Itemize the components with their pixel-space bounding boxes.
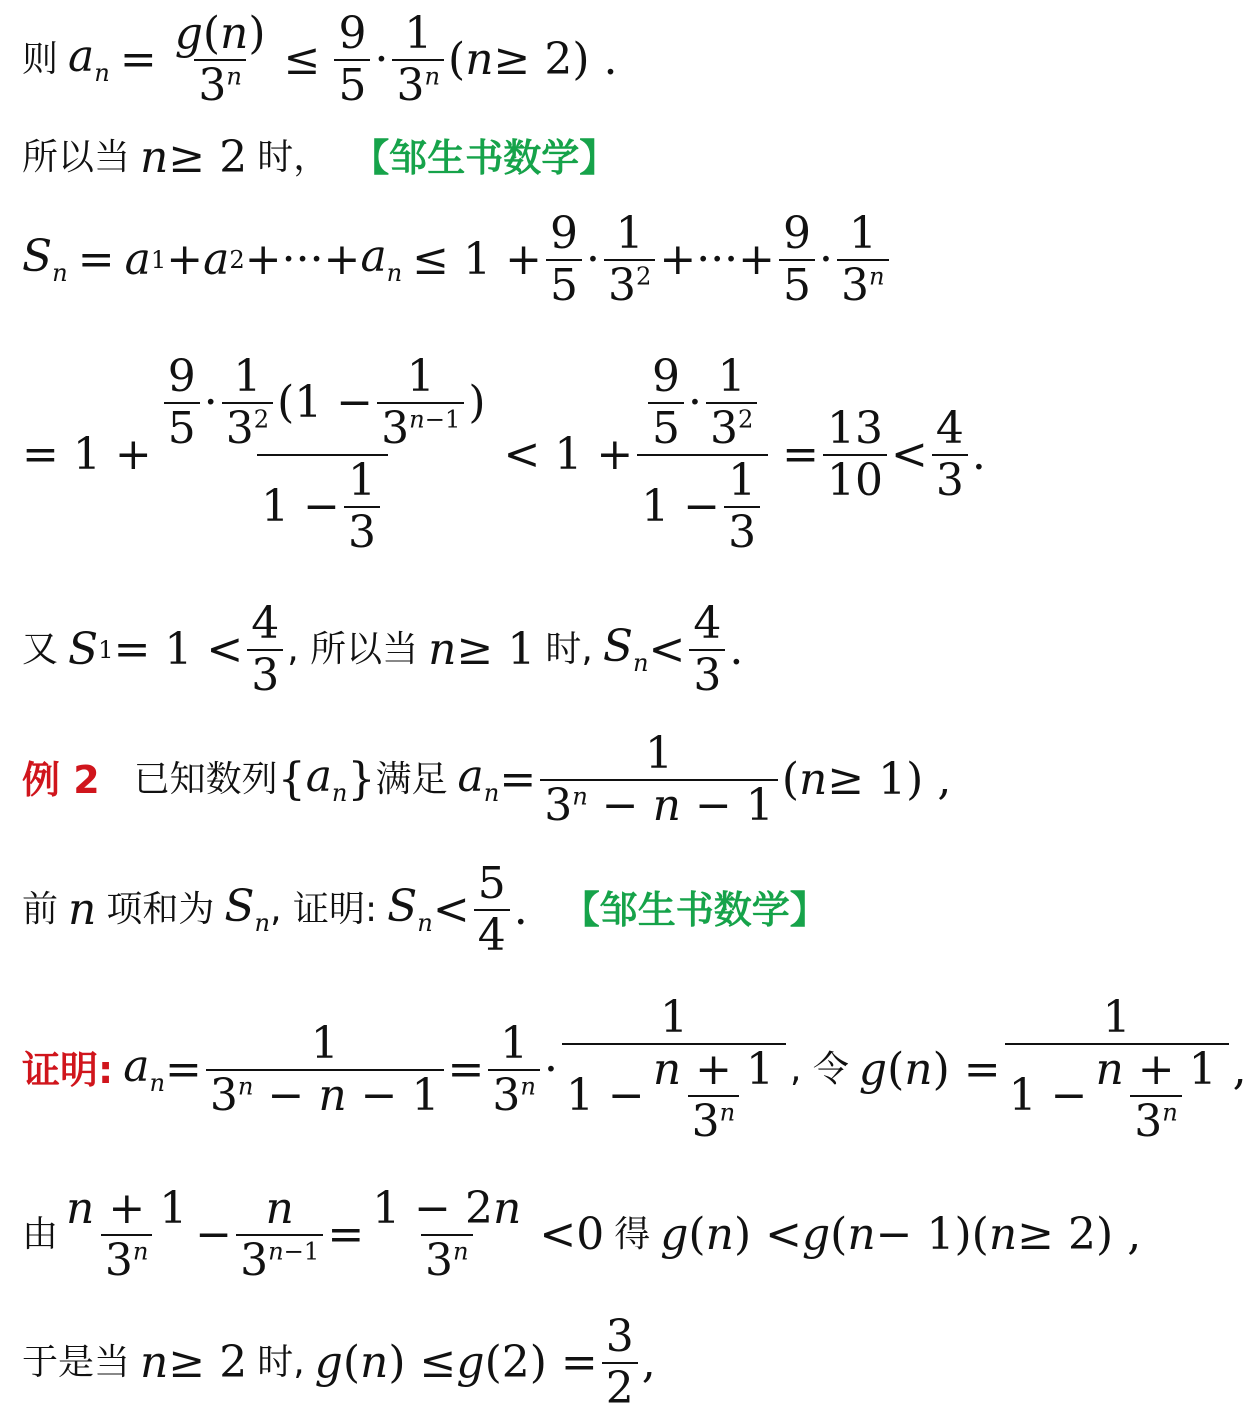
fraction-geometric-sum: $\frac{9}{5}$ · $\frac{1}{3^2}$ (1 − $\frac{1}{3^{n-1}}$ ) 1 − $\frac{1}{3}$ xyxy=(156,355,490,555)
text-yushi-dang: 于是当 xyxy=(22,1341,131,1383)
fraction-5-4: $\frac{5}{4}$ xyxy=(474,862,510,958)
fraction-1-3n: $\frac{1}{3^n}$ xyxy=(392,12,444,108)
text-suoyi-dang: 所以当 xyxy=(22,137,131,178)
fraction-an-definition: $\frac{1}{3^n - n - 1}$ xyxy=(540,732,778,828)
fraction-4-3: $\frac{4}{3}$ xyxy=(932,407,968,503)
proof-label: 证明: xyxy=(22,1048,114,1092)
line-5: 又 S 1 = 1 < $\frac{4}{3}$ , 所以当 n ≥ 1 时, $S_n$ < $\frac{4}{3}$ . xyxy=(22,598,744,701)
line-10: 于是当 n ≥ 2 时, g ( n ) ≤ g (2) = $\frac{3}{2}$ , xyxy=(22,1310,656,1414)
fraction-an: $\frac{1}{3^n - n - 1}$ xyxy=(206,1022,444,1118)
line-4-geometric-bound: = 1 + $\frac{9}{5}$ · $\frac{1}{3^2}$ (1 − $\frac{1}{3^{n-1}}$ ) 1 − $\frac{1}{3}$ < 1 + $\frac{9}{5}$ · $\frac{1}{3^2}$ 1 − $\frac{1}{3}$ = $\frac{13}{10}$ < $\frac{4}{3}$ . xyxy=(22,351,986,558)
fraction-1-3sq: $\frac{1}{3^2}$ xyxy=(604,212,655,308)
fraction-n-plus-1-over-3n: $\frac{n + 1}{3^n}$ xyxy=(66,1183,188,1286)
line-1-inequality: 则 $a_n$ = $\frac{g(n)}{3^n}$ ≤ $\frac{9}{5}$ · $\frac{1}{3^n}$ ( n ≥ 2) . xyxy=(22,8,618,111)
fraction-9-5: $\frac{9}{5}$ xyxy=(779,212,815,308)
fraction-1-minus-2n-over-3n: $\frac{1 - 2n}{3^n}$ xyxy=(372,1183,522,1286)
text-you: 又 xyxy=(22,629,59,670)
text-zhengming: , 证明: xyxy=(270,889,378,930)
text-yizhi-shulie: 已知数列 xyxy=(133,759,278,800)
text-xiang-he-wei: 项和为 xyxy=(106,889,215,930)
text-de: 得 xyxy=(614,1214,651,1255)
fraction-1-over-1-minus: 1 1 − $\frac{n + 1}{3^n}$ xyxy=(562,996,786,1144)
fraction-1-3n: $\frac{1}{3^n}$ xyxy=(488,1022,540,1118)
fraction-1-3n: $\frac{1}{3^n}$ xyxy=(837,212,889,308)
fraction-9-5: $\frac{9}{5}$ xyxy=(334,12,370,108)
fraction-gn-over-3n: $\frac{g(n)}{3^n}$ xyxy=(174,8,266,111)
line-9: 由 $\frac{n + 1}{3^n}$ − $\frac{n}{3^{n-1}}$ = $\frac{1 - 2n}{3^n}$ < 0 得 g ( n ) < g ( n − 1)( n ≥ 2) , xyxy=(22,1183,1142,1286)
fraction-3-2: $\frac{3}{2}$ xyxy=(602,1315,638,1411)
line-3-sum: $S_n$ = a 1 + a 2 +···+ $a_n$ ≤ 1 + $\frac{9}{5}$ · $\frac{1}{3^2}$ +···+ $\frac{9}{5}$ · $\frac{1}{3^n}$ xyxy=(22,205,893,315)
fraction-gn-definition: 1 1 − $\frac{n + 1}{3^n}$ xyxy=(1005,996,1229,1144)
fraction-upper-bound: $\frac{9}{5}$ · $\frac{1}{3^2}$ 1 − $\frac{1}{3}$ xyxy=(637,355,768,555)
fraction-n-over-3n-minus-1: $\frac{n}{3^{n-1}}$ xyxy=(236,1187,323,1283)
text-qian: 前 xyxy=(22,889,59,930)
text-ling: , 令 xyxy=(790,1049,849,1090)
line-8-proof: 证明: $a_n$ = $\frac{1}{3^n - n - 1}$ = $\frac{1}{3^n}$ · 1 1 − $\frac{n + 1}{3^n}$ , 令 g ( n ) = 1 1 − $\frac{n + 1}{3^n}$ , xyxy=(22,992,1247,1147)
fraction-13-10: $\frac{13}{10}$ xyxy=(823,407,887,503)
text-you-2: 由 xyxy=(22,1214,59,1255)
line-7: 前 n 项和为 $S_n$ , 证明: $S_n$ < $\frac{5}{4}$ . 【邹生书数学】 xyxy=(22,858,828,961)
example-label: 例 2 xyxy=(22,758,100,802)
text-shi-2: 时, xyxy=(545,629,593,670)
line-6-example: 例 2 已知数列 { $a_n$ } 满足 $a_n$ = $\frac{1}{3^n - n - 1}$ ( n ≥ 1) , xyxy=(22,728,952,831)
fraction-4-3: $\frac{4}{3}$ xyxy=(247,602,283,698)
source-tag-2: 【邹生书数学】 xyxy=(561,888,828,932)
fraction-4-3: $\frac{4}{3}$ xyxy=(689,602,725,698)
text-ze: 则 xyxy=(22,39,59,80)
text-manzu: 满足 xyxy=(375,759,448,800)
text-suoyi-dang-2: , 所以当 xyxy=(287,629,419,670)
text-shi-3: 时, xyxy=(257,1341,305,1383)
fraction-9-5: $\frac{9}{5}$ xyxy=(546,212,582,308)
line-2: 所以当 n ≥ 2 时， 【邹生书数学】 xyxy=(22,132,618,183)
text-shi: 时， xyxy=(257,137,330,178)
source-tag: 【邹生书数学】 xyxy=(351,136,618,180)
